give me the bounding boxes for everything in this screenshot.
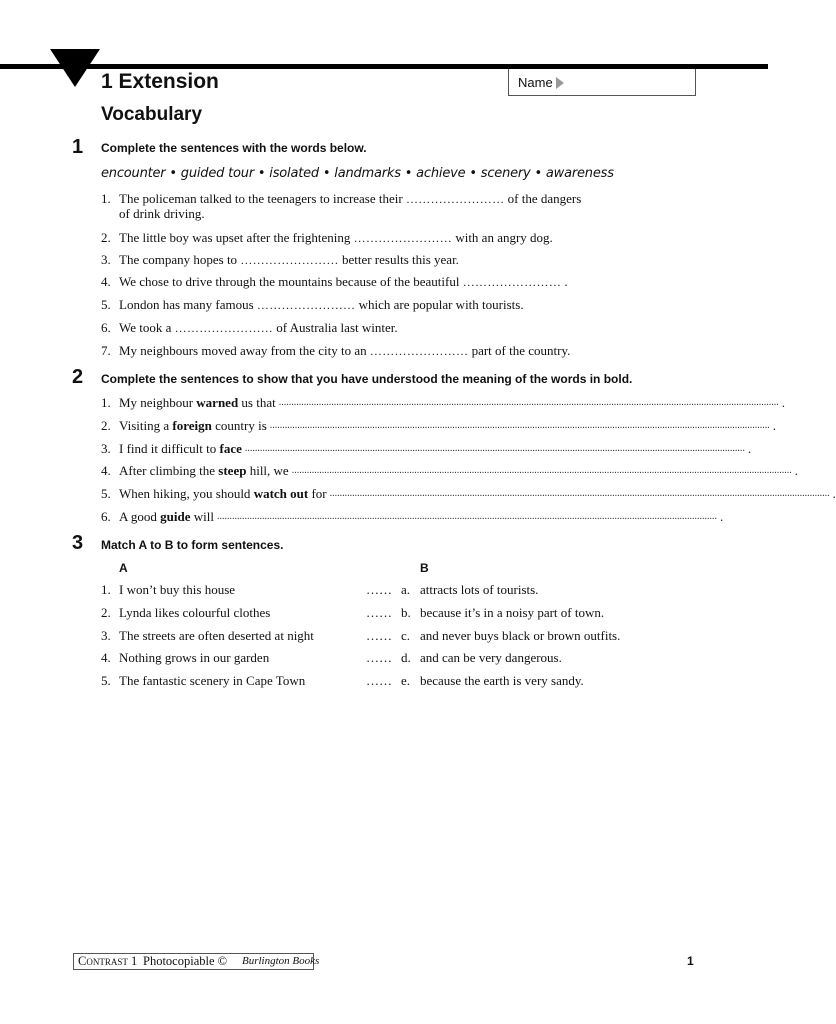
exercise-2-number: 2 bbox=[72, 366, 84, 388]
match-a-number: 5. bbox=[101, 673, 111, 688]
match-blank[interactable]: …… bbox=[366, 582, 392, 597]
sentence-start: Visiting a bbox=[119, 418, 173, 433]
footer-publisher: Burlington Books bbox=[242, 955, 320, 967]
sentence-end: with an angry dog. bbox=[452, 230, 553, 245]
match-b-text: and never buys black or brown outfits. bbox=[420, 628, 621, 643]
exercise-2-instruction: Complete the sentences to show that you have understood the meaning of the words in bold. bbox=[101, 372, 633, 386]
footer-brand: Contrast 1 bbox=[78, 954, 138, 968]
line-end: . bbox=[794, 463, 798, 478]
bold-word: steep bbox=[218, 463, 247, 478]
item-number: 1. bbox=[101, 191, 111, 206]
exercise-1-instruction: Complete the sentences with the words below. bbox=[101, 141, 367, 155]
sentence-start: London has many famous bbox=[119, 297, 257, 312]
item-number: 6. bbox=[101, 320, 111, 335]
answer-gap[interactable]: …………………… bbox=[256, 298, 356, 312]
item-sentence bbox=[119, 509, 724, 524]
column-a-header: A bbox=[119, 561, 128, 575]
sentence-end: part of the country. bbox=[468, 343, 571, 358]
arrow-right-icon bbox=[556, 77, 564, 89]
bold-word: guide bbox=[160, 509, 191, 524]
match-blank[interactable]: …… bbox=[366, 673, 392, 688]
answer-gap[interactable]: …………………… bbox=[174, 321, 274, 335]
match-a-text: Nothing grows in our garden bbox=[119, 650, 270, 665]
sentence-start: The company hopes to bbox=[119, 252, 241, 267]
match-blank[interactable]: …… bbox=[366, 650, 392, 665]
item-sentence bbox=[119, 320, 659, 336]
match-b-text: attracts lots of tourists. bbox=[420, 582, 539, 597]
match-a-text: Lynda likes colourful clothes bbox=[119, 605, 271, 620]
name-field[interactable] bbox=[508, 69, 696, 96]
sentence-middle: country is bbox=[211, 418, 267, 433]
match-b-letter: d. bbox=[401, 650, 411, 665]
sentence-start: I find it difficult to bbox=[119, 441, 220, 456]
answer-line[interactable]: ........................................................................................................................................................................................................ bbox=[329, 488, 830, 499]
line-end: . bbox=[832, 486, 836, 501]
line-end: . bbox=[720, 509, 724, 524]
footer-box bbox=[73, 953, 320, 970]
item-number: 7. bbox=[101, 343, 111, 358]
item-number: 4. bbox=[101, 463, 111, 478]
sentence-end: of the dangers bbox=[504, 191, 582, 206]
sentence-start: We chose to drive through the mountains because of the beautiful bbox=[119, 274, 463, 289]
answer-line[interactable]: ........................................................................................................................................................................................................ bbox=[291, 465, 792, 476]
match-b-text: and can be very dangerous. bbox=[420, 650, 562, 665]
answer-line[interactable]: ........................................................................................................................................................................................................ bbox=[244, 443, 745, 454]
sentence-start: The policeman talked to the teenagers to increase their bbox=[119, 191, 406, 206]
exercise-1-number: 1 bbox=[72, 136, 84, 158]
unit-title: 1 Extension bbox=[101, 70, 219, 93]
item-number: 2. bbox=[101, 418, 111, 433]
item-sentence bbox=[119, 418, 777, 433]
line-end: . bbox=[772, 418, 777, 433]
sentence-continuation: of drink driving. bbox=[119, 206, 205, 221]
match-b-text: because the earth is very sandy. bbox=[420, 673, 584, 688]
sentence-end: better results this year. bbox=[338, 252, 459, 267]
item-number: 4. bbox=[101, 274, 111, 289]
sentence-start: After climbing the bbox=[119, 463, 219, 478]
sentence-start: We took a bbox=[119, 320, 175, 335]
section-title: Vocabulary bbox=[101, 104, 203, 125]
item-sentence bbox=[119, 274, 659, 290]
line-end: . bbox=[781, 395, 785, 410]
match-a-number: 2. bbox=[101, 605, 111, 620]
item-sentence bbox=[119, 395, 785, 410]
match-b-letter: c. bbox=[401, 628, 411, 643]
match-blank[interactable]: …… bbox=[366, 628, 392, 643]
match-b-letter: b. bbox=[401, 605, 411, 620]
answer-gap[interactable]: …………………… bbox=[369, 344, 469, 358]
sentence-middle: for bbox=[308, 486, 327, 501]
triangle-marker-icon bbox=[50, 49, 100, 87]
item-sentence bbox=[119, 463, 798, 478]
answer-gap[interactable]: …………………… bbox=[240, 253, 339, 267]
answer-gap[interactable]: …………………… bbox=[405, 192, 505, 206]
sentence-end: of Australia last winter. bbox=[273, 320, 398, 335]
match-a-text: The fantastic scenery in Cape Town bbox=[119, 673, 306, 688]
item-number: 1. bbox=[101, 395, 111, 410]
match-a-text: The streets are often deserted at night bbox=[119, 628, 314, 643]
sentence-start: My neighbours moved away from the city to an bbox=[119, 343, 370, 358]
item-sentence bbox=[119, 191, 659, 207]
sentence-middle: will bbox=[190, 509, 214, 524]
item-sentence bbox=[119, 441, 752, 456]
item-sentence bbox=[119, 297, 659, 313]
sentence-start: My neighbour bbox=[119, 395, 197, 410]
line-end: . bbox=[747, 441, 752, 456]
match-b-letter: e. bbox=[401, 673, 411, 688]
match-a-number: 4. bbox=[101, 650, 111, 665]
match-blank[interactable]: …… bbox=[366, 605, 392, 620]
bold-word: face bbox=[219, 441, 242, 456]
item-sentence bbox=[119, 252, 659, 268]
name-label: Name bbox=[518, 75, 553, 90]
answer-line[interactable]: ........................................................................................................................................................................................................ bbox=[217, 511, 717, 522]
match-b-letter: a. bbox=[401, 582, 411, 597]
item-sentence bbox=[119, 486, 836, 501]
answer-gap[interactable]: …………………… bbox=[462, 275, 562, 289]
bold-word: foreign bbox=[172, 418, 212, 433]
answer-gap[interactable]: …………………… bbox=[353, 231, 453, 245]
page-number: 1 bbox=[687, 954, 694, 968]
answer-line[interactable]: ........................................................................................................................................................................................................ bbox=[269, 420, 770, 431]
exercise-3-number: 3 bbox=[72, 532, 84, 554]
column-b-header: B bbox=[420, 561, 429, 575]
sentence-start: The little boy was upset after the frightening bbox=[119, 230, 354, 245]
sentence-end: which are popular with tourists. bbox=[355, 297, 524, 312]
bold-word: warned bbox=[196, 395, 239, 410]
match-a-number: 1. bbox=[101, 582, 111, 597]
match-b-text: because it’s in a noisy part of town. bbox=[420, 605, 605, 620]
item-number: 3. bbox=[101, 252, 111, 267]
item-sentence bbox=[119, 230, 659, 246]
item-number: 6. bbox=[101, 509, 111, 524]
item-number: 5. bbox=[101, 297, 111, 312]
match-a-text: I won’t buy this house bbox=[119, 582, 236, 597]
sentence-start: When hiking, you should bbox=[119, 486, 254, 501]
sentence-middle: us that bbox=[238, 395, 276, 410]
match-a-number: 3. bbox=[101, 628, 111, 643]
item-number: 5. bbox=[101, 486, 111, 501]
sentence-middle: hill, we bbox=[246, 463, 289, 478]
sentence-end: . bbox=[561, 274, 568, 289]
bold-word: watch out bbox=[253, 486, 309, 501]
sentence-start: A good bbox=[119, 509, 161, 524]
item-number: 3. bbox=[101, 441, 111, 456]
footer-photocopiable: Photocopiable © bbox=[143, 954, 228, 968]
exercise-3-instruction: Match A to B to form sentences. bbox=[101, 538, 284, 552]
answer-line[interactable]: ........................................................................................................................................................................................................ bbox=[278, 397, 779, 408]
item-sentence bbox=[119, 343, 659, 359]
word-bank: encounter • guided tour • isolated • landmarks • achieve • scenery • awareness bbox=[101, 166, 614, 181]
item-number: 2. bbox=[101, 230, 111, 245]
